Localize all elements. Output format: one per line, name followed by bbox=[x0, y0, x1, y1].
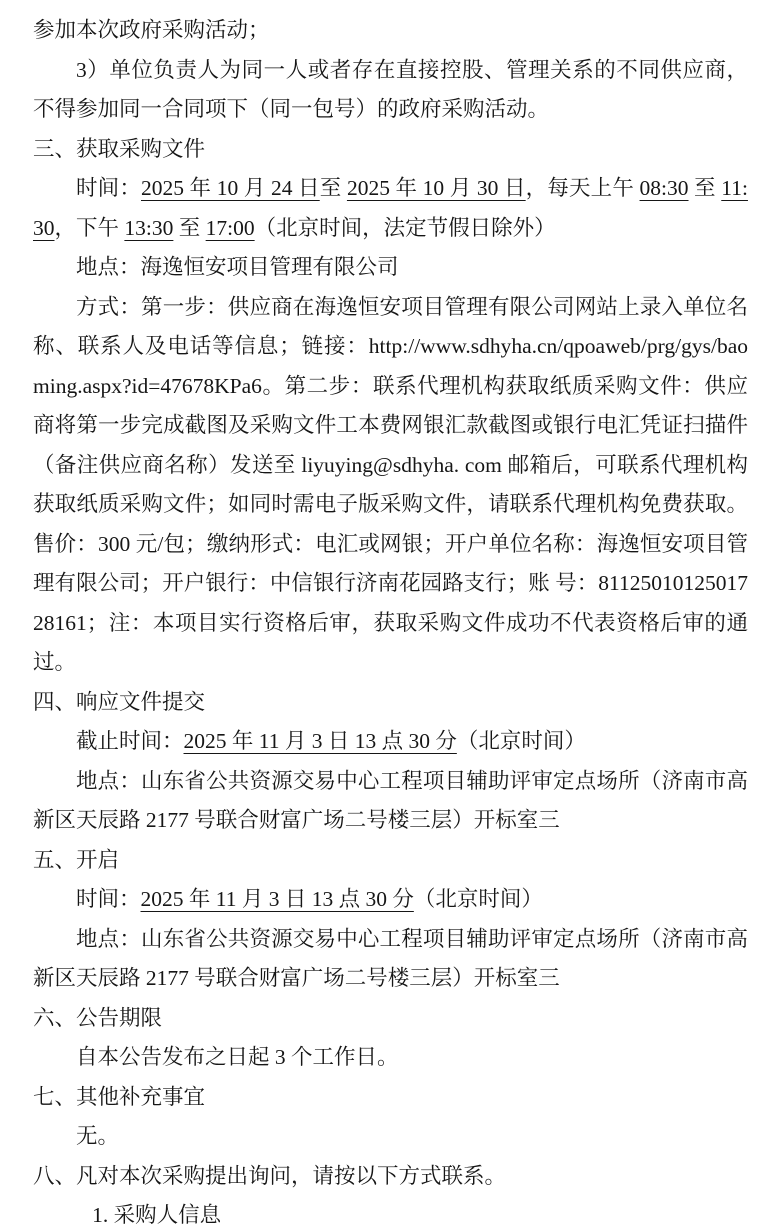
text-run: ，下午 bbox=[54, 215, 125, 240]
paragraph bbox=[33, 722, 748, 762]
text-run: ，每天上午 bbox=[525, 176, 640, 200]
section-heading bbox=[33, 841, 748, 881]
text-run: 至 bbox=[173, 215, 206, 240]
paragraph bbox=[33, 51, 748, 130]
underlined-text: 2025 年 10 月 30 日 bbox=[346, 176, 526, 200]
text-run: 无。 bbox=[76, 1124, 120, 1148]
text-run: （北京时间） bbox=[413, 887, 543, 911]
text-run: 自本公告发布之日起 3 个工作日。 bbox=[76, 1045, 399, 1069]
underlined-text: 2025 年 11 月 3 日 13 点 30 分 bbox=[183, 729, 457, 753]
text-run: 地点：海逸恒安项目管理有限公司 bbox=[76, 255, 399, 279]
text-run: 时间： bbox=[76, 176, 141, 200]
underlined-text: 13:30 bbox=[124, 215, 174, 240]
underlined-text: 2025 年 11 月 3 日 13 点 30 分 bbox=[140, 887, 414, 911]
section-heading bbox=[33, 683, 748, 723]
text-run: 地点：山东省公共资源交易中心工程项目辅助评审定点场所（济南市高新区天辰路 2177 号联合财富广场二号楼三层）开标室三 bbox=[33, 926, 748, 990]
text-run: 八、凡对本次采购提出询问，请按以下方式联系。 bbox=[33, 1163, 507, 1188]
text-run: 至 bbox=[319, 176, 347, 200]
text-run: 七、其他补充事宜 bbox=[33, 1084, 206, 1109]
paragraph bbox=[33, 169, 748, 248]
section-heading bbox=[33, 999, 748, 1039]
text-run: （北京时间，法定节假日除外） bbox=[254, 215, 556, 240]
text-run: 四、响应文件提交 bbox=[33, 689, 206, 714]
text-run: （北京时间） bbox=[456, 729, 586, 753]
underlined-text: 2025 年 10 月 24 日 bbox=[141, 176, 320, 200]
paragraph bbox=[33, 1117, 748, 1157]
section-heading bbox=[33, 1157, 748, 1197]
paragraph bbox=[33, 288, 748, 683]
paragraph bbox=[33, 880, 748, 920]
paragraph bbox=[33, 1196, 748, 1232]
paragraph bbox=[33, 762, 748, 841]
paragraph bbox=[33, 920, 748, 999]
text-run: 3）单位负责人为同一人或者存在直接控股、管理关系的不同供应商，不得参加同一合同项下（同一包号）的政府采购活动。 bbox=[33, 57, 748, 121]
text-run: 参加本次政府采购活动； bbox=[33, 18, 270, 42]
underlined-text: 08:30 bbox=[639, 176, 689, 200]
text-run: 时间： bbox=[76, 887, 141, 911]
text-run: 1. 采购人信息 bbox=[92, 1203, 222, 1227]
paragraph bbox=[33, 11, 748, 51]
underlined-text: 17:00 bbox=[205, 215, 255, 240]
paragraph bbox=[33, 248, 748, 288]
text-run: 截止时间： bbox=[76, 729, 184, 753]
text-run: 六、公告期限 bbox=[33, 1005, 163, 1030]
text-run: 三、获取采购文件 bbox=[33, 136, 206, 161]
section-heading bbox=[33, 1078, 748, 1118]
section-heading bbox=[33, 130, 748, 170]
paragraph bbox=[33, 1038, 748, 1078]
underlined-text: 11:30 bbox=[33, 176, 748, 240]
text-run: 方式：第一步：供应商在海逸恒安项目管理有限公司网站上录入单位名称、联系人及电话等信息；链接：http://www.sdhyha.cn/qpoaweb/prg/gys/baoming.aspx?id=47678KPa6。第二步：联系代理机构获取纸质采购文件：供应商将第一步完成截图及采购文件工本费网银汇款截图或银行电汇凭证扫描件（备注供应商名称）发送至 liyuying@sdhyha. com 邮箱后，可联系代理机构获取纸质采购文件；如同时需电子版采购文件，请联系代理机构免费获取。售价：300 元/包；缴纳形式：电汇或网银；开户单位名称：海逸恒安项目管理有限公司；开户银行：中信银行济南花园路支行；账 号：8112501012501728161；注：本项目实行资格后审，获取采购文件成功不代表资格后审的通过。 bbox=[33, 294, 748, 674]
text-run: 地点：山东省公共资源交易中心工程项目辅助评审定点场所（济南市高新区天辰路 2177 号联合财富广场二号楼三层）开标室三 bbox=[33, 768, 748, 832]
text-run: 至 bbox=[688, 176, 722, 200]
text-run: 五、开启 bbox=[33, 847, 120, 872]
